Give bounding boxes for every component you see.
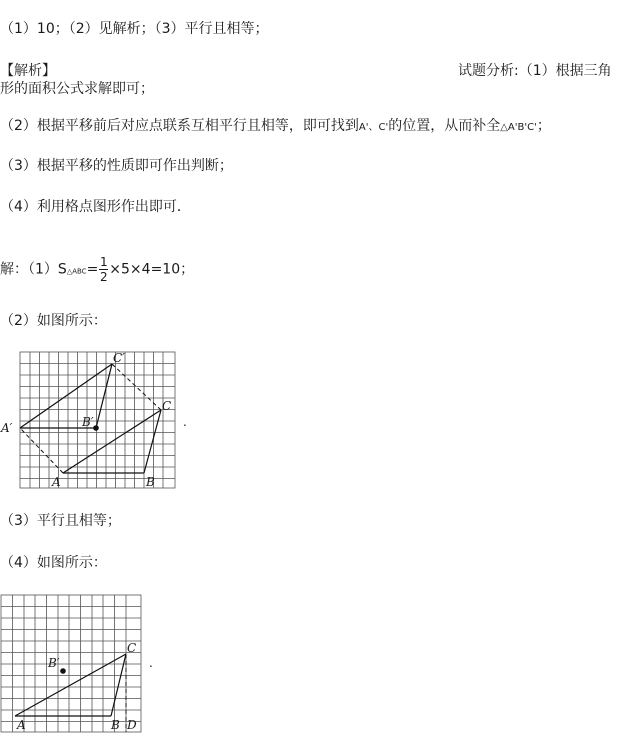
analysis-intro: 试题分析:（1）根据三角 (458, 63, 612, 79)
translation-grid-figure (0, 340, 200, 495)
solution-part-2: （2）如图所示： (0, 313, 107, 329)
segment-ca-2 (15, 654, 126, 716)
step2-triangle: △A'B'C' (500, 122, 537, 133)
analysis-step-3: （3）根据平移的性质即可作出判断； (0, 158, 233, 174)
label-b-2: B (111, 718, 120, 732)
point-b1 (93, 425, 99, 431)
analysis-label: 【解析】 (0, 63, 56, 79)
fraction-denominator: 2 (99, 270, 108, 284)
label-a: A (52, 475, 61, 489)
period-mark-2: . (149, 656, 153, 670)
solution-part-3: （3）平行且相等； (0, 513, 121, 529)
fraction-one-half (99, 256, 108, 283)
answer-summary: （1）10；（2）见解析；（3）平行且相等； (0, 21, 269, 37)
label-b1: B′ (82, 415, 94, 429)
step2-points: A'、C' (358, 122, 389, 133)
label-d-2: D (127, 718, 137, 732)
area-calculation: ×5×4=10； (109, 261, 195, 278)
label-b: B (146, 475, 155, 489)
label-c1: C′ (113, 351, 125, 365)
label-a-2: A (17, 718, 26, 732)
analysis-intro-continued: 形的面积公式求解即可； (0, 81, 154, 97)
area-symbol: S (57, 261, 67, 278)
step2-text: （2）根据平移前后对应点联系互相平行且相等，即可找到 (0, 118, 359, 134)
fraction-numerator: 1 (99, 255, 108, 269)
solution-label: 解：（1） (0, 261, 58, 278)
dashed-a-a1 (20, 428, 63, 473)
segment-bc-2 (111, 654, 126, 716)
solution-part-1 (0, 256, 194, 283)
step2-end: ； (536, 118, 551, 134)
label-a1: A′ (1, 421, 13, 435)
label-c: C (162, 399, 172, 413)
area-subscript: △ABC (66, 267, 87, 276)
step2-middle: 的位置，从而补全 (388, 118, 501, 134)
period-mark: . (183, 415, 187, 429)
solution-part-4: （4）如图所示： (0, 555, 107, 571)
equals-sign: = (86, 261, 99, 278)
analysis-step-2 (0, 117, 551, 137)
point-b1-2 (60, 668, 66, 674)
label-c-2: C (127, 641, 137, 655)
analysis-step-4: （4）利用格点图形作出即可． (0, 199, 191, 215)
construction-grid-figure (0, 590, 170, 755)
label-b1-2: B′ (48, 656, 60, 670)
